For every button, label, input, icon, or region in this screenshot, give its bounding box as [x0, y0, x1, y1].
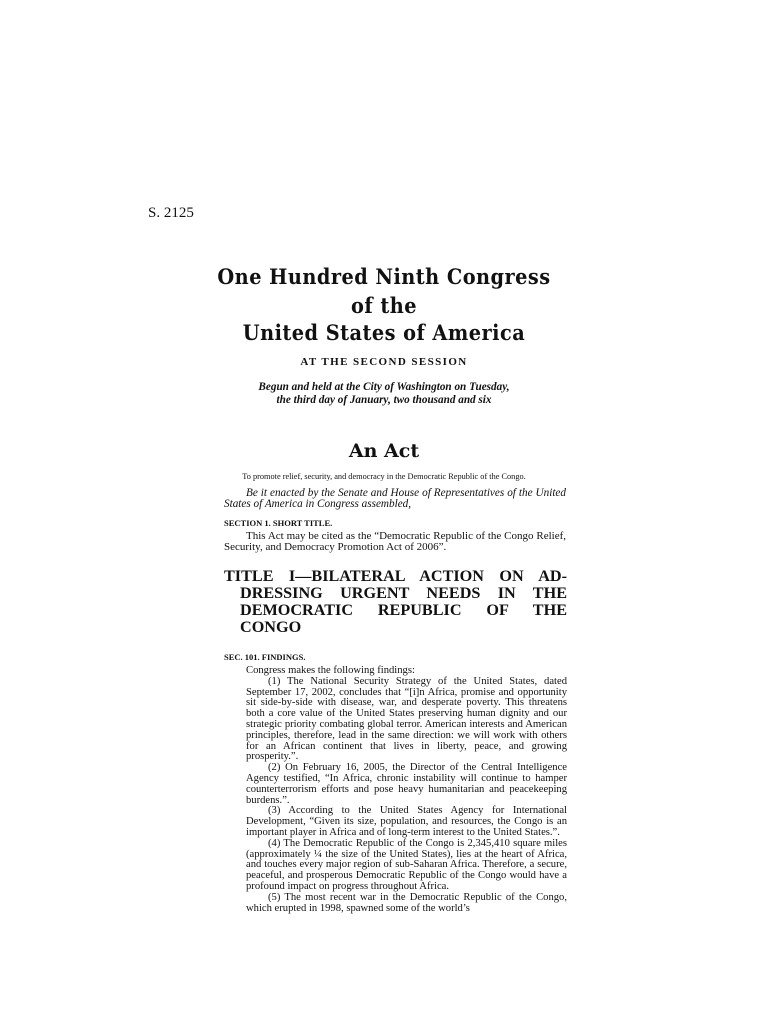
begun-line-1: Begun and held at the City of Washington on Tuesday, — [258, 381, 510, 393]
begun-line-2: the third day of January, two thousand and six — [276, 394, 492, 406]
act-purpose: To promote relief, security, and democracy in the Democratic Republic of the Congo. — [242, 472, 526, 481]
findings-intro: Congress makes the following findings: — [246, 665, 415, 676]
begun-clause — [0, 381, 768, 407]
title-line-2: DRESSING URGENT NEEDS IN THE — [240, 584, 567, 602]
enacting-clause: Be it enacted by the Senate and House of Representatives of the United States of America in Congress assembled, — [224, 487, 566, 510]
congress-line-3: United States of America — [242, 320, 526, 345]
title-heading — [224, 568, 567, 636]
congress-line-1: One Hundred Ninth Congress — [217, 264, 551, 289]
title-line-1: TITLE I—BILATERAL ACTION ON AD- — [224, 567, 567, 585]
section-1-heading: SECTION 1. SHORT TITLE. — [224, 518, 333, 528]
finding-item: (4) The Democratic Republic of the Congo is 2,345,410 square miles (approximately ¼ the size of the United States), lies at the heart of Africa, and touches every major region of sub-Saharan Africa. Therefore, a secure, peaceful, and prosperous Democratic Republic of the Congo would have a profound impact on progress throughout Africa. — [246, 837, 567, 892]
finding-item: (2) On February 16, 2005, the Director of the Central Intelligence Agency testified, “In Africa, chronic instability will continue to hamper counterterrorism efforts and pose heavy humanitarian and peacekeeping burdens.”. — [246, 762, 567, 806]
title-line-4: CONGO — [240, 618, 302, 636]
bill-number: S. 2125 — [148, 205, 194, 221]
act-title: An Act — [348, 440, 420, 462]
title-line-3: DEMOCRATIC REPUBLIC OF THE — [240, 601, 567, 619]
congress-line-2: of the — [351, 293, 417, 318]
session-heading: AT THE SECOND SESSION — [300, 356, 468, 368]
finding-item: (3) According to the United States Agency for International Development, “Given its size, population, and resources, the Congo is an important player in Africa and of long-term interest to the United States.”. — [246, 805, 567, 838]
finding-item: (1) The National Security Strategy of the United States, dated September 17, 2002, concludes that “[i]n Africa, promise and opportunity sit side-by-side with disease, war, and desperate poverty. This threatens both a core value of the United States preserving human dignity and our strategic priority combating global terror. American interests and American principles, therefore, lead in the same direction: we will work with others for an African continent that lives in liberty, peace, and growing prosperity.”. — [246, 675, 567, 763]
finding-item: (5) The most recent war in the Democratic Republic of the Congo, which erupted in 1998, spawned some of the world’s — [246, 891, 567, 914]
section-101-heading: SEC. 101. FINDINGS. — [224, 652, 306, 662]
findings-list — [246, 666, 567, 914]
section-1-text: This Act may be cited as the “Democratic Republic of the Congo Relief, Security, and Democracy Promotion Act of 2006”. — [224, 530, 566, 553]
